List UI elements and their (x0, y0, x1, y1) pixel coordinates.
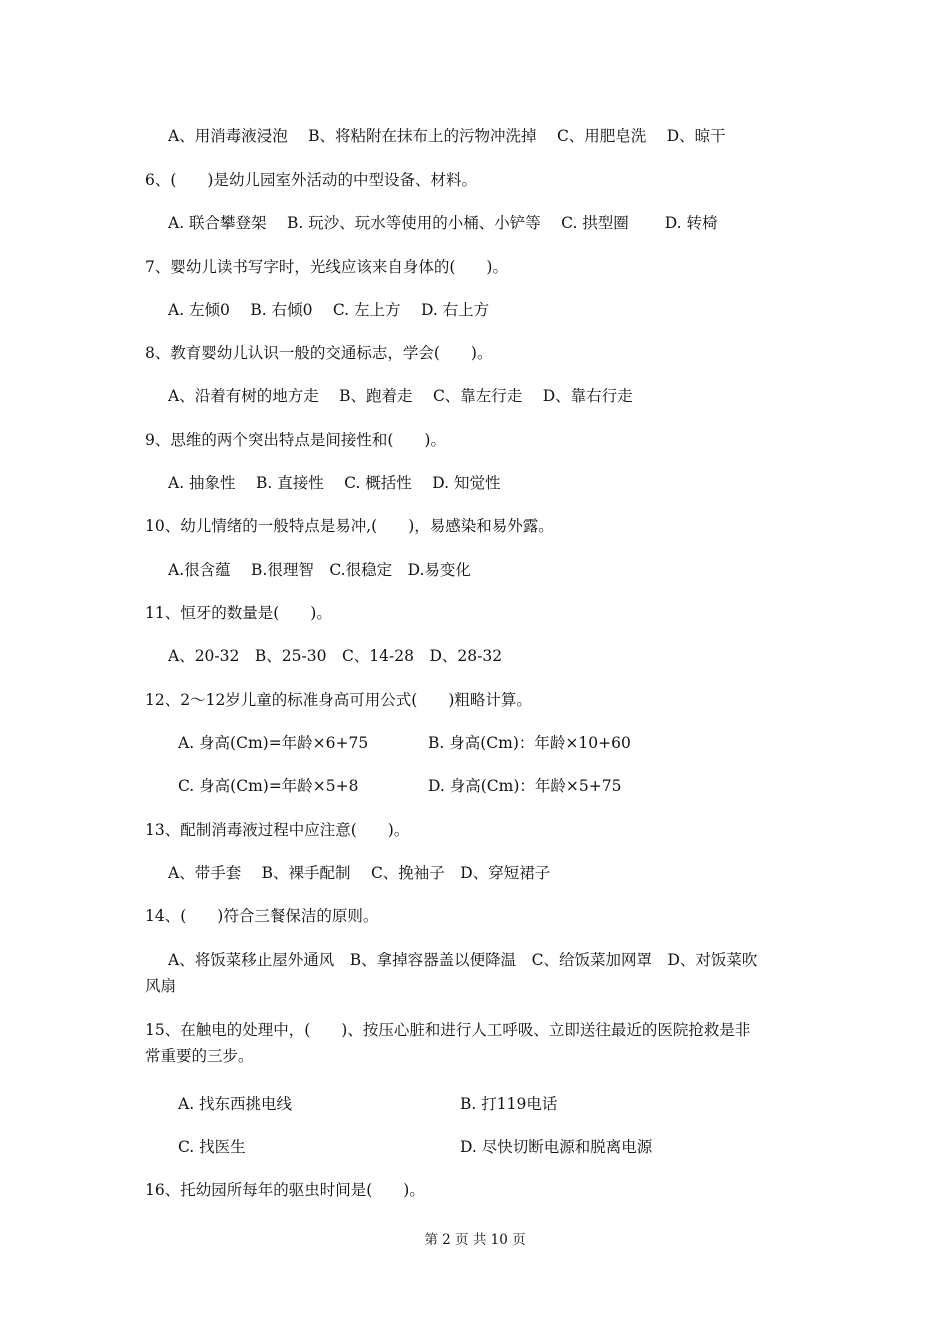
q7-options: A. 左倾0 B. 右倾0 C. 左上方 D. 右上方 (168, 301, 490, 319)
question-10: 10、幼儿情绪的一般特点是易冲,( )，易感染和易外露。 (145, 517, 554, 535)
q14-options-continued: 风扇 (145, 977, 177, 995)
q12-option-b: B. 身高(Cm)：年龄×10+60 (428, 734, 631, 752)
question-14: 14、( )符合三餐保洁的原则。 (145, 907, 379, 925)
question-7: 7、婴幼儿读书写字时，光线应该来自身体的( )。 (145, 258, 508, 276)
q15-option-c: C. 找医生 (178, 1138, 246, 1156)
question-13: 13、配制消毒液过程中应注意( )。 (145, 821, 410, 839)
question-15-continued: 常重要的三步。 (145, 1047, 254, 1065)
q15-option-a: A. 找东西挑电线 (178, 1095, 293, 1113)
question-12: 12、2～12岁儿童的标准身高可用公式( )粗略计算。 (145, 691, 532, 709)
question-9: 9、思维的两个突出特点是间接性和( )。 (145, 431, 446, 449)
q11-options: A、20-32 B、25-30 C、14-28 D、28-32 (168, 647, 503, 665)
q6-options: A. 联合攀登架 B. 玩沙、玩水等使用的小桶、小铲等 C. 拱型圈 D. 转椅 (168, 214, 718, 232)
q12-option-a: A. 身高(Cm)=年龄×6+75 (178, 734, 369, 752)
page-footer: 第 2 页 共 10 页 (424, 1232, 526, 1248)
q12-option-d: D. 身高(Cm)：年龄×5+75 (428, 777, 622, 795)
q15-option-b: B. 打119电话 (460, 1095, 558, 1113)
question-11: 11、恒牙的数量是( )。 (145, 604, 332, 622)
question-15: 15、在触电的处理中，( )、按压心脏和进行人工呼吸、立即送往最近的医院抢救是非 (145, 1021, 751, 1039)
q10-options: A.很含蕴 B.很理智 C.很稳定 D.易变化 (168, 561, 471, 579)
q5-options: A、用消毒液浸泡 B、将粘附在抹布上的污物冲洗掉 C、用肥皂洗 D、晾干 (168, 127, 726, 145)
q13-options: A、带手套 B、裸手配制 C、挽袖子 D、穿短裙子 (168, 864, 551, 882)
q15-option-d: D. 尽快切断电源和脱离电源 (460, 1138, 653, 1156)
q12-option-c: C. 身高(Cm)=年龄×5+8 (178, 777, 359, 795)
q8-options: A、沿着有树的地方走 B、跑着走 C、靠左行走 D、靠右行走 (168, 387, 633, 405)
q14-options: A、将饭菜移止屋外通风 B、拿掉容器盖以便降温 C、给饭菜加网罩 D、对饭菜吹 (168, 951, 758, 969)
question-6: 6、( )是幼儿园室外活动的中型设备、材料。 (145, 171, 477, 189)
question-8: 8、教育婴幼儿认识一般的交通标志，学会( )。 (145, 344, 493, 362)
question-16: 16、托幼园所每年的驱虫时间是( )。 (145, 1181, 425, 1199)
q9-options: A. 抽象性 B. 直接性 C. 概括性 D. 知觉性 (168, 474, 501, 492)
